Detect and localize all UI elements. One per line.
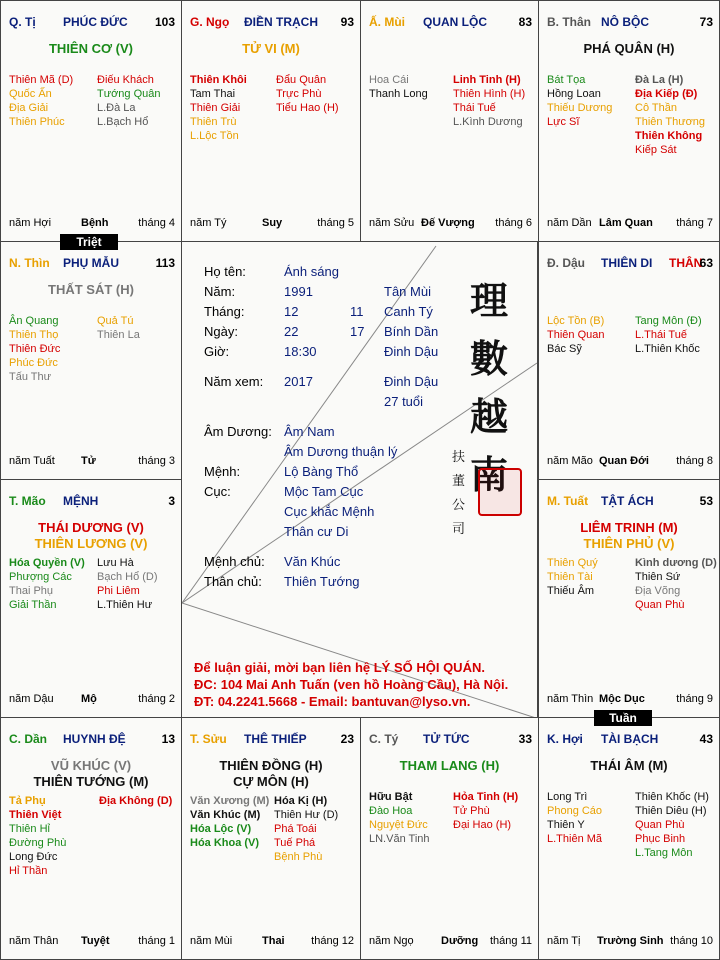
minor-star: Hoa Cái (369, 74, 409, 86)
minor-star: Hồng Loan (547, 88, 601, 100)
palace-name: NÔ BỘC (601, 15, 649, 29)
palace-position (190, 15, 229, 29)
main-star: THẤT SÁT (H) (48, 282, 134, 297)
minor-star: Hỉ Thần (9, 865, 48, 877)
palace-position (369, 732, 398, 746)
palace-age: 73 (699, 15, 713, 29)
palace-month: tháng 3 (138, 455, 175, 467)
minor-stars-left (9, 556, 85, 612)
minor-star: Phúc Đức (9, 357, 58, 369)
minor-stars-right (635, 73, 705, 157)
calligraphy-char: 越 (470, 394, 509, 439)
info-value-canchi: Đinh Dậu (384, 374, 439, 389)
info-label: Âm Dương: (204, 424, 272, 439)
minor-star: Địa Kiếp (Đ) (635, 88, 698, 100)
minor-stars-right (97, 556, 158, 612)
palace-year: năm Thân (9, 935, 59, 947)
minor-star: Long Trì (547, 791, 588, 803)
minor-star: Thiên Giải (190, 102, 241, 114)
minor-stars-right (276, 73, 339, 115)
info-label: Năm: (204, 284, 236, 299)
palace-year: năm Mùi (190, 935, 233, 947)
minor-star: Bát Tọa (547, 74, 586, 86)
contact-line-3: ĐT: 04.2241.5668 - Email: bantuvan@lyso.vn. (194, 694, 471, 709)
minor-star: Thái Tuế (453, 102, 496, 114)
minor-star: Phong Cáo (547, 805, 603, 817)
palace-age: 3 (168, 494, 175, 508)
palace-footer (9, 693, 175, 707)
minor-star: Thiên Mã (D) (9, 74, 74, 86)
life-stage: Bệnh (81, 217, 109, 229)
minor-star: Thiên Khôi (190, 74, 247, 86)
stem-letter: T. Sửu (190, 732, 227, 746)
stem-letter: B. Thân (547, 15, 591, 29)
palace-name: THÊ THIẾP (244, 732, 307, 746)
minor-star: Cô Thần (635, 102, 677, 114)
minor-star: Bác Sỹ (547, 343, 582, 355)
minor-star: Tam Thai (190, 88, 236, 100)
palace-month: tháng 2 (138, 693, 175, 705)
palace-position (547, 494, 588, 508)
minor-star: Thiếu Dương (547, 102, 613, 114)
stem-letter: C. Tý (369, 732, 399, 746)
palace-name: TẬT ÁCH (601, 494, 654, 508)
palace-name: THIÊN DI (601, 256, 653, 270)
minor-star: Đại Hao (H) (453, 819, 512, 831)
life-stage: Quan Đới (599, 455, 649, 467)
info-label: Mệnh: (204, 464, 241, 479)
minor-star: L.Lộc Tồn (190, 130, 239, 142)
palace-name: QUAN LỘC (423, 15, 487, 29)
info-value: 18:30 (284, 344, 317, 359)
palace-year: năm Tý (190, 217, 227, 229)
palace-month: tháng 4 (138, 217, 175, 229)
minor-star: Phục Binh (635, 833, 686, 845)
red-seal-stamp (478, 468, 522, 516)
minor-star: L.Kình Dương (453, 116, 523, 128)
palace-position (547, 256, 585, 270)
minor-star: LN.Văn Tinh (369, 833, 430, 845)
minor-star: Thiên Hỉ (9, 823, 50, 835)
minor-star: L.Tang Môn (635, 847, 693, 859)
minor-star: Kiếp Sát (635, 144, 677, 156)
palace-position (547, 732, 583, 746)
palace-age: 63 (699, 256, 713, 270)
minor-star: Điếu Khách (97, 74, 154, 86)
main-star: THIÊN TƯỚNG (M) (33, 774, 149, 789)
minor-star: Tang Môn (Đ) (635, 315, 702, 327)
info-value-canchi: Tân Mùi (384, 284, 431, 299)
info-value: 12 (284, 304, 299, 319)
minor-stars-left (9, 314, 60, 384)
info-label: Họ tên: (204, 264, 246, 279)
palace-position (9, 256, 50, 270)
minor-star: Thai Phụ (9, 585, 54, 597)
minor-star: Địa Giải (9, 102, 49, 114)
minor-star: Thiên Y (547, 819, 585, 831)
palace-footer (9, 935, 175, 949)
minor-stars-left (547, 314, 604, 356)
palace-age: 113 (155, 256, 175, 270)
palace-header (547, 732, 713, 748)
minor-star: Địa Võng (635, 585, 681, 597)
palace-footer (9, 455, 175, 469)
minor-stars-right (97, 314, 140, 342)
small-calligraphy-char: 董 (452, 474, 466, 489)
palace-header (190, 15, 354, 31)
small-calligraphy-char: 扶 (452, 450, 466, 465)
palace-month: tháng 7 (676, 217, 713, 229)
minor-star: Thiên Sứ (635, 571, 681, 583)
minor-star: Lưu Hà (97, 557, 134, 569)
minor-stars-left (547, 73, 612, 129)
minor-star: Thiên Diêu (H) (635, 805, 707, 817)
life-stage: Tuyệt (81, 935, 110, 947)
minor-star: Lộc Tồn (B) (547, 315, 605, 327)
stem-letter: N. Thìn (9, 256, 50, 270)
minor-star: Nguyệt Đức (369, 819, 428, 831)
palace-year: năm Hợi (9, 217, 52, 229)
minor-star: L.Bạch Hổ (97, 116, 149, 128)
tuan-tag: Tuần (594, 710, 652, 726)
life-stage: Dưỡng (441, 935, 479, 947)
minor-star: Thanh Long (369, 88, 428, 100)
palace-year: năm Sửu (369, 217, 415, 229)
palace-age: 53 (699, 494, 713, 508)
palace-header (369, 15, 532, 31)
palace-year: năm Tuất (9, 455, 55, 467)
palace-name: ĐIỀN TRẠCH (244, 15, 318, 29)
minor-star: L.Thiên Hư (97, 599, 153, 611)
palace-footer (369, 217, 532, 231)
palace-month: tháng 1 (138, 935, 175, 947)
palace-name: HUYNH ĐỆ (63, 732, 126, 746)
minor-stars-right (635, 314, 702, 356)
minor-star: Phượng Các (9, 571, 72, 583)
main-star: THIÊN LƯƠNG (V) (34, 536, 148, 551)
minor-star: Đà La (H) (635, 74, 684, 86)
minor-star: Địa Không (D) (99, 795, 173, 807)
palace-age: 93 (340, 15, 354, 29)
minor-star: Thiên Tài (547, 571, 593, 583)
minor-star: Thiếu Âm (547, 585, 595, 597)
main-star: PHÁ QUÂN (H) (583, 41, 675, 56)
triet-tag: Triệt (60, 234, 118, 250)
palace-month: tháng 10 (670, 935, 713, 947)
small-calligraphy-char: 公 (452, 498, 466, 513)
palace-position (9, 732, 47, 746)
minor-stars-left (369, 73, 428, 101)
stem-letter: Ấ. Mùi (369, 15, 405, 29)
palace-position (369, 15, 405, 29)
minor-star: Phi Liêm (97, 585, 140, 597)
palace-header (547, 256, 713, 272)
palace-than (538, 0, 720, 242)
life-stage: Lâm Quan (599, 217, 653, 229)
palace-year: năm Tị (547, 935, 581, 947)
palace-month: tháng 6 (495, 217, 532, 229)
info-value: 1991 (284, 284, 313, 299)
palace-header (547, 15, 713, 31)
minor-star: Quả Tú (97, 315, 134, 327)
minor-stars-right (635, 790, 709, 860)
stem-letter: C. Dần (9, 732, 48, 746)
palace-footer (547, 217, 713, 231)
minor-star: Thiên Trù (190, 116, 237, 128)
minor-star: Thiên Hình (H) (453, 88, 526, 100)
palace-suu (181, 717, 361, 960)
minor-star: Hóa Kị (H) (274, 795, 328, 807)
minor-star: Thiên Phúc (9, 116, 65, 128)
minor-stars-right (97, 73, 161, 129)
info-label: Tháng: (204, 304, 245, 319)
minor-star: Quốc Ấn (9, 88, 52, 100)
palace-hoi (538, 717, 720, 960)
minor-star: Tả Phụ (9, 795, 46, 807)
info-label: Năm xem: (204, 374, 264, 389)
minor-stars-left (547, 790, 602, 846)
main-star: THIÊN ĐỒNG (H) (219, 758, 323, 773)
palace-footer (547, 935, 713, 949)
minor-star: Trực Phù (276, 88, 322, 100)
minor-star: L.Thiên Khốc (635, 343, 700, 355)
minor-star: L.Đà La (97, 102, 136, 114)
palace-position (9, 15, 36, 29)
minor-star: Hóa Khoa (V) (190, 837, 260, 849)
palace-month: tháng 8 (676, 455, 713, 467)
info-value: Thân cư Di (284, 524, 349, 539)
info-label: Cục: (204, 484, 231, 499)
palace-mao (0, 479, 182, 718)
info-value: Âm Dương thuận lý (284, 444, 398, 459)
main-star: THÁI ÂM (M) (590, 758, 668, 773)
age-value: 27 tuổi (384, 394, 424, 409)
minor-star: Thiên Quý (547, 557, 598, 569)
palace-ty2 (360, 717, 539, 960)
info-label: Giờ: (204, 344, 230, 359)
palace-month: tháng 12 (311, 935, 354, 947)
stem-letter: T. Mão (9, 494, 46, 508)
minor-stars-right (453, 790, 518, 832)
minor-star: Thiên Quan (547, 329, 605, 341)
minor-star: Tướng Quân (97, 88, 161, 100)
info-value: Âm Nam (284, 424, 335, 439)
minor-star: Quan Phù (635, 599, 685, 611)
minor-star: Văn Xương (M) (190, 795, 270, 807)
life-stage: Thai (262, 935, 285, 947)
minor-star: Hỏa Tinh (H) (453, 791, 519, 803)
contact-line-1: Để luận giải, mời bạn liên hệ LÝ SỐ HỘI QUÁN. (194, 660, 485, 675)
info-value: Thiên Tướng (284, 574, 360, 589)
info-value: 2017 (284, 374, 313, 389)
minor-stars-left (9, 794, 66, 878)
info-value-canchi: Canh Tý (384, 304, 433, 319)
minor-star: Thiên Đức (9, 343, 61, 355)
main-star: THAM LANG (H) (399, 758, 500, 773)
minor-star: Hóa Quyền (V) (9, 557, 85, 569)
minor-star: Thiên Không (635, 130, 703, 142)
palace-age: 103 (154, 15, 175, 29)
minor-star: L.Thiên Mã (547, 833, 603, 845)
minor-star: Hóa Lộc (V) (190, 823, 252, 835)
minor-star: Bệnh Phù (274, 851, 323, 863)
minor-star: L.Thái Tuế (635, 329, 687, 341)
minor-star: Thiên La (97, 329, 140, 341)
info-value: Mộc Tam Cục (284, 484, 364, 499)
main-star: TỬ VI (M) (242, 41, 300, 56)
minor-star: Kình dương (D) (635, 557, 717, 569)
minor-star: Thiên Thọ (9, 329, 59, 341)
palace-month: tháng 11 (489, 935, 532, 947)
minor-star: Lực Sĩ (547, 116, 580, 128)
info-value-lunar: 11 (350, 304, 364, 319)
minor-stars-left (9, 73, 73, 129)
palace-thin (0, 241, 182, 480)
palace-footer (547, 693, 713, 707)
main-star: VŨ KHÚC (V) (50, 758, 132, 773)
info-value: Văn Khúc (284, 554, 341, 569)
info-value: Ánh sáng (284, 264, 339, 279)
palace-header (9, 732, 175, 748)
palace-footer (547, 455, 713, 469)
minor-stars-left (369, 790, 430, 846)
palace-dau (538, 241, 720, 480)
minor-star: Long Đức (9, 851, 58, 863)
palace-year: năm Thìn (547, 693, 594, 705)
info-value: Lộ Bàng Thổ (284, 464, 359, 479)
info-value: Cục khắc Mệnh (284, 504, 375, 519)
minor-star: Thiên Hư (D) (274, 809, 339, 821)
info-value-canchi: Bính Dần (384, 324, 439, 339)
minor-star: Quan Phù (635, 819, 685, 831)
minor-star: Hữu Bật (369, 791, 413, 803)
info-label: Ngày: (204, 324, 238, 339)
calligraphy-char: 理 (470, 278, 509, 323)
palace-header (9, 494, 175, 510)
calligraphy-char: 數 (470, 336, 509, 381)
stem-letter: G. Ngọ (190, 15, 230, 29)
palace-age: 83 (518, 15, 532, 29)
small-calligraphy-char: 司 (452, 522, 466, 537)
life-stage: Mộ (81, 693, 97, 705)
minor-stars-left (190, 794, 269, 850)
palace-header (190, 732, 354, 748)
calligraphy-char: 南 (470, 452, 509, 497)
palace-name: TÀI BẠCH (601, 732, 659, 746)
palace-name: MỆNH (63, 494, 99, 508)
life-stage: Tử (81, 455, 96, 467)
info-value: 22 (284, 324, 299, 339)
minor-stars-right (274, 794, 338, 864)
main-star: THÁI DƯƠNG (V) (38, 520, 144, 535)
palace-footer (190, 217, 354, 231)
minor-star: Thiên Thương (635, 116, 706, 128)
main-star: LIÊM TRINH (M) (580, 520, 678, 535)
palace-footer (9, 217, 175, 231)
life-stage: Đế Vượng (421, 217, 475, 229)
palace-year: năm Mão (547, 455, 593, 467)
palace-age: 43 (699, 732, 713, 746)
palace-footer (369, 935, 532, 949)
main-star: CỰ MÔN (H) (233, 774, 309, 789)
palace-age: 23 (340, 732, 354, 746)
minor-star: Tử Phù (453, 805, 490, 817)
stem-letter: Q. Tị (9, 15, 36, 29)
palace-position (547, 15, 591, 29)
info-value-lunar: 17 (350, 324, 365, 339)
minor-star: Giải Thần (9, 599, 57, 611)
palace-year: năm Ngọ (369, 935, 414, 947)
minor-star: Đường Phù (9, 837, 67, 849)
minor-star: Đào Hoa (369, 805, 413, 817)
palace-footer (190, 935, 354, 949)
main-star: THIÊN CƠ (V) (48, 41, 134, 56)
palace-month: tháng 5 (317, 217, 354, 229)
minor-star: Ân Quang (9, 315, 59, 327)
palace-header (369, 732, 532, 748)
palace-name: PHÚC ĐỨC (63, 15, 128, 29)
life-stage: Mộc Dục (599, 693, 645, 705)
center-info-panel (181, 241, 538, 718)
palace-name: PHỤ MẪU (63, 256, 119, 270)
palace-header (547, 494, 713, 510)
minor-star: Tấu Thư (9, 371, 52, 383)
palace-ngo (181, 0, 361, 242)
minor-star: Văn Khúc (M) (190, 809, 261, 821)
stem-letter: M. Tuất (547, 494, 589, 508)
info-value-canchi: Đinh Dậu (384, 344, 439, 359)
minor-star: Thiên Việt (9, 809, 62, 821)
stem-letter: Đ. Dậu (547, 256, 586, 270)
palace-position (9, 494, 46, 508)
minor-star: Linh Tinh (H) (453, 74, 521, 86)
palace-year: năm Dần (547, 217, 592, 229)
palace-ty (0, 0, 182, 242)
body-palace-marker: THÂN (669, 256, 703, 270)
minor-stars-left (547, 556, 598, 598)
palace-position (190, 732, 227, 746)
minor-star: Phá Toái (274, 823, 317, 835)
minor-stars-left (190, 73, 247, 143)
palace-month: tháng 9 (676, 693, 713, 705)
palace-mui (360, 0, 539, 242)
palace-age: 13 (161, 732, 175, 746)
minor-star: Thiên Khốc (H) (635, 791, 709, 803)
life-stage: Trường Sinh (597, 935, 664, 947)
info-label: Mệnh chủ: (204, 554, 265, 569)
palace-dan (0, 717, 182, 960)
stem-letter: K. Hợi (547, 732, 583, 746)
minor-star: Tiểu Hao (H) (276, 102, 339, 114)
minor-stars-right (453, 73, 525, 129)
minor-star: Bạch Hổ (D) (97, 571, 158, 583)
palace-age: 33 (518, 732, 532, 746)
palace-tuat (538, 479, 720, 718)
minor-stars-right (99, 794, 172, 808)
palace-name: TỬ TỨC (423, 732, 470, 746)
palace-header (9, 256, 175, 272)
palace-year: năm Dậu (9, 693, 54, 705)
life-stage: Suy (262, 217, 283, 229)
minor-stars-right (635, 556, 717, 612)
contact-line-2: ĐC: 104 Mai Anh Tuấn (ven hồ Hoàng Cầu), Hà Nội. (194, 677, 509, 692)
main-star: THIÊN PHỦ (V) (583, 536, 675, 551)
info-label: Thân chủ: (204, 574, 262, 589)
minor-star: Đẩu Quân (276, 74, 327, 86)
minor-star: Tuế Phá (274, 837, 316, 849)
palace-header (9, 15, 175, 31)
